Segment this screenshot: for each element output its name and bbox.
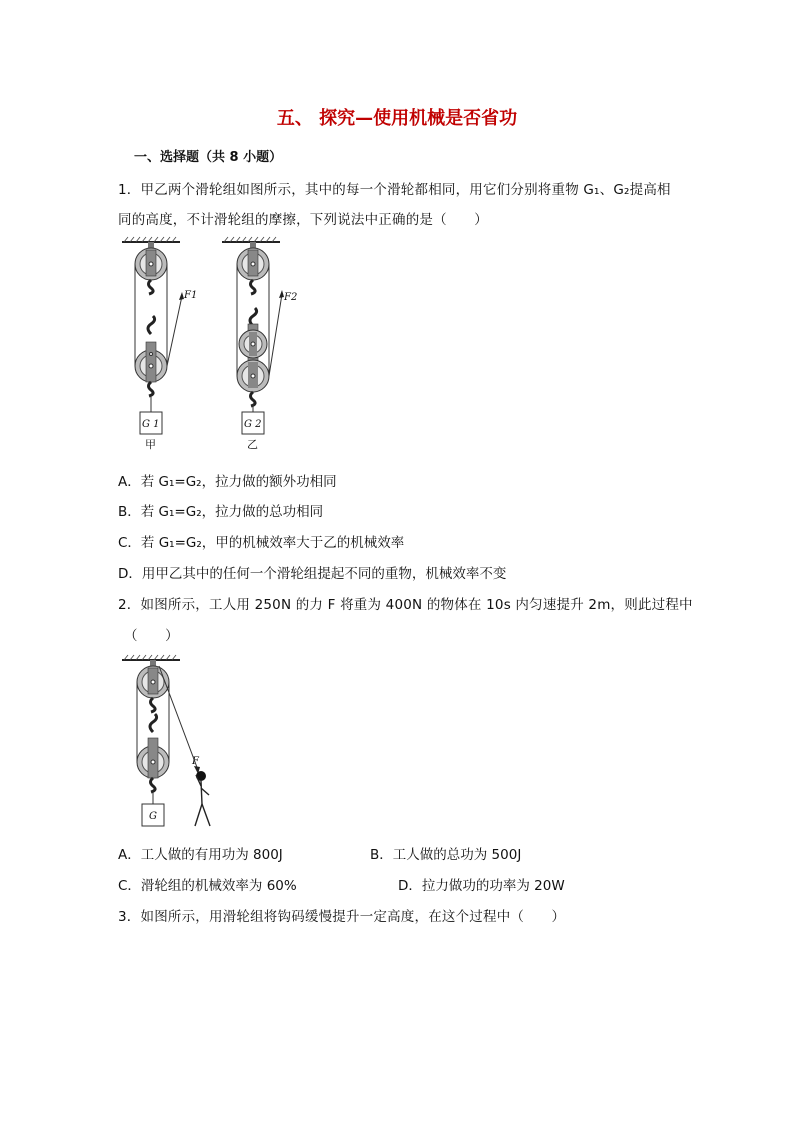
force-label-f1: F1 (184, 290, 198, 301)
q1-option-a: A．若 G₁=G₂，拉力做的额外功相同 (118, 474, 337, 490)
page-title: 五、 探究—使用机械是否省功 (276, 108, 518, 129)
force-label-f2: F2 (284, 292, 298, 303)
section-heading: 一、选择题（共 8 小题） (134, 150, 283, 165)
pulley-system-right (222, 237, 284, 434)
pulley-system-left (122, 237, 184, 434)
weight-label-g2: G 2 (244, 419, 262, 430)
weight-label-g1: G 1 (142, 419, 160, 430)
weight-label-g: G (149, 811, 157, 822)
q1-option-d: D．用甲乙其中的任何一个滑轮组提起不同的重物，机械效率不变 (118, 566, 507, 582)
q1-option-c: C．若 G₁=G₂，甲的机械效率大于乙的机械效率 (118, 535, 405, 551)
question-1-line-1: 1．甲乙两个滑轮组如图所示，其中的每一个滑轮都相同，用它们分别将重物 G₁、G₂提高相 (118, 182, 671, 198)
q2-option-a: A．工人做的有用功为 800J (118, 847, 283, 863)
force-label-f: F (192, 756, 199, 767)
q1-option-b: B．若 G₁=G₂，拉力做的总功相同 (118, 504, 324, 520)
question-3-line-1: 3．如图所示，用滑轮组将钩码缓慢提升一定高度，在这个过程中（ ） (118, 909, 566, 925)
caption-jia: 甲 (145, 438, 156, 451)
caption-yi: 乙 (247, 438, 258, 451)
q2-option-d: D．拉力做功的功率为 20W (398, 878, 565, 894)
worker-figure (195, 771, 210, 826)
question-2-line-2: （ ） (124, 628, 179, 644)
q2-option-b: B．工人做的总功为 500J (370, 847, 522, 863)
q2-option-c: C．滑轮组的机械效率为 60% (118, 878, 297, 894)
pulley-figure-q2 (118, 654, 228, 834)
question-1-line-2: 同的高度，不计滑轮组的摩擦，下列说法中正确的是（ ） (118, 212, 488, 228)
question-2-line-1: 2．如图所示，工人用 250N 的力 F 将重为 400N 的物体在 10s 内匀速提升 2m，则此过程中 (118, 597, 693, 613)
pulley-figure-q1 (118, 236, 318, 456)
